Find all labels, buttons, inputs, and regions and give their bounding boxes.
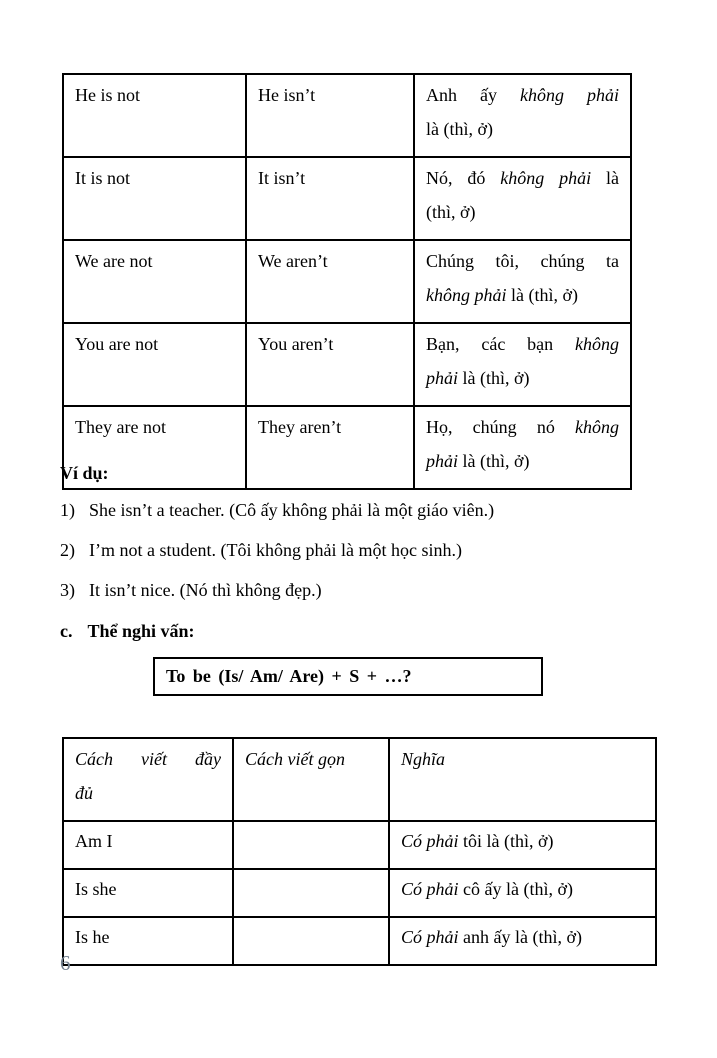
table-row bbox=[63, 240, 631, 323]
section-label: c. bbox=[60, 621, 73, 641]
examples-heading: Ví dụ: bbox=[60, 463, 109, 483]
cell-meaning bbox=[414, 406, 631, 489]
header-line2: đủ bbox=[75, 783, 93, 803]
section-heading bbox=[60, 621, 195, 642]
cell-full-form: He is not bbox=[63, 74, 246, 157]
example-item bbox=[60, 539, 700, 562]
meaning-line1: Họ, chúng nó không bbox=[426, 417, 619, 437]
example-text: She isn’t a teacher. (Cô ấy không phải là một giáo viên.) bbox=[89, 500, 495, 520]
cell-meaning bbox=[414, 240, 631, 323]
table-row bbox=[63, 406, 631, 489]
cell-short-form bbox=[233, 917, 389, 965]
cell-short-form: It isn’t bbox=[246, 157, 414, 240]
meaning-line2: (thì, ở) bbox=[426, 202, 476, 222]
cell-meaning: Có phải anh ấy là (thì, ở) bbox=[389, 917, 656, 965]
meaning-line1: Chúng tôi, chúng ta bbox=[426, 251, 619, 271]
example-number: 2) bbox=[60, 540, 75, 560]
example-text: It isn’t nice. (Nó thì không đẹp.) bbox=[89, 580, 322, 600]
negative-forms-table bbox=[62, 73, 632, 490]
table-row bbox=[63, 821, 656, 869]
formula-box bbox=[153, 657, 543, 696]
section-title: Thể nghi vấn: bbox=[87, 621, 195, 641]
cell-full-form: They are not bbox=[63, 406, 246, 489]
page-number: 6 bbox=[60, 951, 71, 975]
example-number: 1) bbox=[60, 500, 75, 520]
cell-full-form: It is not bbox=[63, 157, 246, 240]
cell-full-form: Is she bbox=[63, 869, 233, 917]
cell-full-form: You are not bbox=[63, 323, 246, 406]
question-forms-table bbox=[62, 737, 657, 966]
table-row bbox=[63, 917, 656, 965]
cell-meaning: Có phải cô ấy là (thì, ở) bbox=[389, 869, 656, 917]
formula-text: To be (Is/ Am/ Are) + S + …? bbox=[166, 666, 412, 686]
examples-list bbox=[60, 499, 700, 619]
cell-short-form bbox=[233, 821, 389, 869]
example-item bbox=[60, 499, 700, 522]
example-number: 3) bbox=[60, 580, 75, 600]
cell-meaning bbox=[414, 157, 631, 240]
example-text: I’m not a student. (Tôi không phải là một học sinh.) bbox=[89, 540, 462, 560]
cell-full-form: Am I bbox=[63, 821, 233, 869]
cell-short-form bbox=[233, 869, 389, 917]
meaning-line1: Anh ấy không phải bbox=[426, 85, 619, 105]
header-line1: Cách viết đầy bbox=[75, 749, 221, 769]
cell-meaning bbox=[414, 74, 631, 157]
meaning-line2: là (thì, ở) bbox=[426, 119, 493, 139]
meaning-line1: Bạn, các bạn không bbox=[426, 334, 619, 354]
table-row bbox=[63, 157, 631, 240]
cell-meaning: Có phải tôi là (thì, ở) bbox=[389, 821, 656, 869]
meaning-line1: Nó, đó không phải là bbox=[426, 168, 619, 188]
header-short-form: Cách viết gọn bbox=[233, 738, 389, 821]
cell-full-form: Is he bbox=[63, 917, 233, 965]
cell-short-form: They aren’t bbox=[246, 406, 414, 489]
table-row bbox=[63, 323, 631, 406]
header-meaning: Nghĩa bbox=[389, 738, 656, 821]
meaning-line2: không phải là (thì, ở) bbox=[426, 285, 578, 305]
cell-short-form: You aren’t bbox=[246, 323, 414, 406]
table-row bbox=[63, 74, 631, 157]
header-full-form bbox=[63, 738, 233, 821]
cell-short-form: We aren’t bbox=[246, 240, 414, 323]
table-header-row bbox=[63, 738, 656, 821]
meaning-line2: phải là (thì, ở) bbox=[426, 451, 530, 471]
meaning-line2: phải là (thì, ở) bbox=[426, 368, 530, 388]
cell-full-form: We are not bbox=[63, 240, 246, 323]
cell-short-form: He isn’t bbox=[246, 74, 414, 157]
example-item bbox=[60, 579, 700, 602]
table-row bbox=[63, 869, 656, 917]
cell-meaning bbox=[414, 323, 631, 406]
